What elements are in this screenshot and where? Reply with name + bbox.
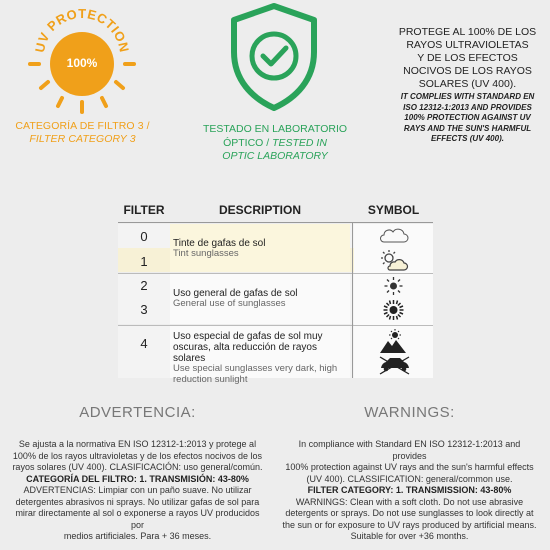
filter-category-es: CATEGORÍA DE FILTRO 3 / [15, 120, 150, 132]
warning-es-section [10, 404, 265, 543]
column-divider [352, 222, 353, 378]
warning-es-title: ADVERTENCIA: [79, 404, 196, 421]
uv400-statement [385, 26, 550, 145]
lab-text-line2-en: TESTED IN [272, 136, 327, 149]
warning-en-line: WARNINGS: Clean with a soft cloth. Do not use abrasive [295, 496, 524, 507]
warning-en-line: In compliance with Standard EN ISO 12312-1:2013 and provides [298, 439, 521, 461]
uv400-en-line: ISO 12312-1:2013 AND PROVIDES [403, 102, 532, 112]
warning-en-body [282, 439, 537, 543]
description-main: Uso general de gafas de sol [173, 288, 298, 299]
warning-en-line: Suitable for over +36 months. [350, 531, 469, 541]
warning-es-line: rayos solares (UV 400). CLASIFICACIÓN: uso general/común. [12, 462, 263, 472]
uv-percent: 100% [66, 56, 98, 70]
uv-protection-sun-icon [22, 2, 142, 114]
description-main: Uso especial de gafas de sol muy [173, 331, 323, 342]
uv-arc-text: UV PROTECTION [32, 5, 132, 54]
sun-icon [354, 276, 433, 296]
uv400-en-line: RAYS AND THE SUN'S HARMFUL [403, 123, 532, 133]
divider [118, 222, 433, 223]
filter-category-text [0, 120, 165, 146]
warning-en-title: WARNINGS: [364, 404, 455, 421]
warning-en-section [282, 404, 537, 543]
uv400-en-line: IT COMPLIES WITH STANDARD EN [400, 92, 535, 101]
description-main: oscuras, alta reducción de rayos solares [173, 342, 317, 364]
warning-es-line: medios artificiales. Para + 36 meses. [63, 531, 212, 541]
filter-number: 1 [140, 254, 148, 269]
uv400-en [385, 92, 550, 145]
header-description: DESCRIPTION [218, 203, 301, 217]
description-main: Tinte de gafas de sol [173, 238, 266, 249]
warning-en-line: 100% protection against UV rays and the sun's harmful effects [285, 462, 534, 472]
filter-number: 0 [140, 229, 148, 244]
description-sub: General use of sunglasses [173, 298, 286, 309]
warning-en-filter-category: FILTER CATEGORY: 1. TRANSMISSION: 43-80% [307, 485, 512, 495]
warning-es-line: ADVERTENCIAS: Limpiar con un paño suave. No utilizar [23, 485, 252, 495]
divider [118, 273, 433, 274]
description-sub: reduction sunlight [173, 373, 248, 385]
lab-text-line1: TESTADO EN LABORATORIO [202, 123, 348, 135]
divider [118, 325, 433, 326]
filter-number: 4 [140, 336, 148, 351]
warning-en-line: detergents or sprays. Do not use sunglasses to look directly at [285, 508, 534, 518]
header-symbol: SYMBOL [367, 203, 420, 217]
lab-tested-text [183, 123, 367, 164]
uv400-en-line: 100% PROTECTION AGAINST UV [404, 113, 531, 122]
lab-text-line3-en: OPTIC LABORATORY [222, 150, 328, 162]
cloud-icon [354, 228, 433, 246]
uv400-es-line: SOLARES (UV 400). [418, 78, 517, 90]
description-sub: Tint sunglasses [173, 248, 239, 259]
warning-es-body [10, 439, 265, 543]
filter-number: 2 [140, 278, 148, 293]
warning-es-line: Se ajusta a la normativa EN ISO 12312-1:2013 y protege al [18, 439, 257, 449]
bright-sun-icon [354, 299, 433, 321]
lab-text-line2: ÓPTICO / [223, 136, 270, 149]
uv400-es-line: RAYOS ULTRAVIOLETAS [406, 39, 529, 51]
uv400-es-line: Y DE LOS EFECTOS [417, 52, 518, 64]
header-filter: FILTER [123, 203, 165, 217]
description-group-0-1 [170, 238, 350, 260]
description-group-2-3 [170, 288, 350, 310]
sun-behind-cloud-icon [354, 250, 433, 272]
description-sub: Use special sunglasses very dark, high [173, 363, 338, 374]
warning-es-line: detergentes abrasivos ni sprays. No utilizar gafas de sol para [15, 496, 260, 507]
uv400-es-line: NOCIVOS DE LOS RAYOS [403, 65, 532, 77]
warning-en-line: the sun or for exposure to UV rays produced by artificial means. [282, 519, 537, 530]
warning-es-line: mirar directamente al sol o exponerse a rayos UV producidos por [15, 508, 260, 530]
warning-es-filter-category: CATEGORÍA DEL FILTRO: 1. TRANSMISIÓN: 43-80% [26, 473, 249, 484]
warning-en-line: (UV 400). CLASSIFICATION: general/common use. [306, 473, 513, 484]
mountain-sun-no-driving-icon [354, 329, 433, 375]
description-group-4 [170, 331, 350, 385]
filter-category-en: FILTER CATEGORY 3 [29, 133, 136, 145]
uv400-en-line: EFFECTS (UV 400). [431, 134, 504, 143]
shield-check-icon [228, 2, 320, 112]
filter-number: 3 [140, 302, 148, 317]
uv400-es-line: PROTEGE AL 100% DE LOS [398, 26, 537, 38]
warning-es-line: 100% de los rayos ultravioletas y de los efectos nocivos de los [12, 450, 263, 461]
